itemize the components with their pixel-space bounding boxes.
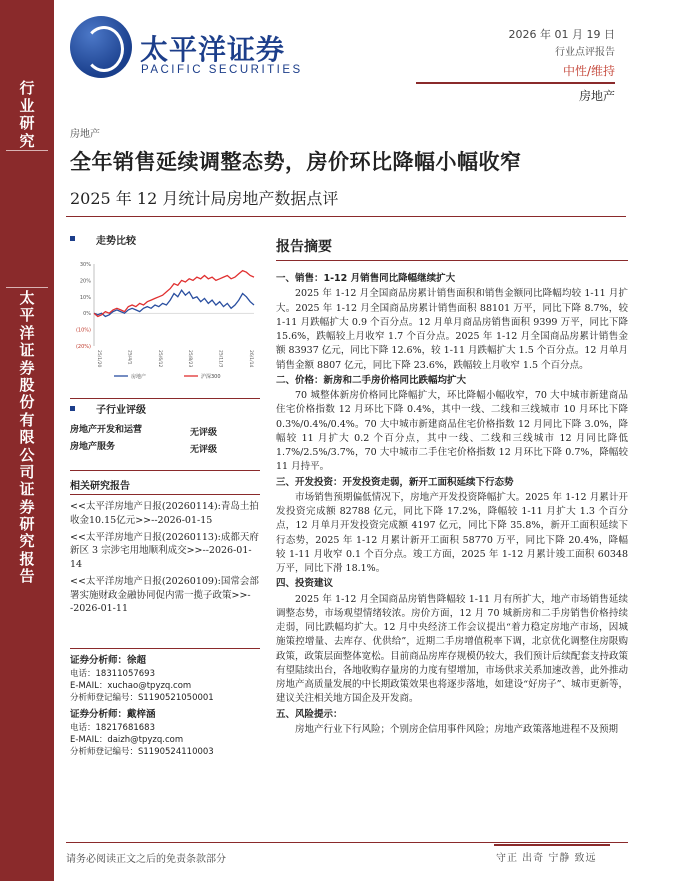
trend-heading: 走势比较 bbox=[96, 236, 136, 247]
analyst-email[interactable]: E-MAIL：daizh@tpyzq.com bbox=[70, 735, 184, 746]
sidebar-bottom-label bbox=[0, 290, 54, 586]
summary-heading: 报告摘要 bbox=[276, 239, 332, 255]
sub-industry-name: 房地产开发和运营 bbox=[70, 425, 143, 435]
page-title: 全年销售延续调整态势，房价环比降幅小幅收窄 bbox=[70, 149, 522, 174]
table-row bbox=[70, 440, 260, 457]
sidebar bbox=[0, 0, 54, 881]
summary-divider bbox=[276, 260, 628, 261]
analyst-card bbox=[70, 708, 260, 759]
table-row bbox=[70, 423, 260, 440]
section-divider bbox=[70, 470, 260, 471]
related-list bbox=[70, 500, 260, 619]
y-tick-label: 20% bbox=[79, 278, 91, 285]
brand-name-en: PACIFIC SECURITIES bbox=[141, 64, 303, 76]
breadcrumb: 房地产 bbox=[70, 129, 100, 140]
footer-disclaimer: 请务必阅读正文之后的免责条款部分 bbox=[66, 854, 226, 865]
sidebar-char: 股 bbox=[19, 375, 35, 394]
sidebar-char: 洋 bbox=[19, 323, 35, 342]
related-report-link[interactable]: <<太平洋房地产日报(20260114):青岛土拍收金10.15亿元>>--2026-01-15 bbox=[70, 501, 259, 526]
sidebar-char: 告 bbox=[19, 567, 35, 586]
section-paragraph: 2025 年 1-12 月全国商品房销售降幅较 1-11 月有所扩大，地产市场销售延续调整态势，市场观望情绪较浓。房价方面，12 月 70 城新房和二手房销售价格持续走弱，同比跌幅均扩大。12 月中央经济工作会议提出“着力稳定房地产市场，因城施策控增量、去库存、优供给”，近期二手房增值税率下调，北京优化调整住房限购政策，政策层面整体宽松。目前商品房库存规模仍较大，我们预计后续配套支持政策有望陆续出台，各地收购存量房的力度有望增加，市场供求关系加速改善，此外推动房地产高质量发展的中长期政策效果也将逐步落地，如建设“好房子”、城市更新等，建议关注相关地方国企及开发商。 bbox=[276, 593, 628, 705]
footer-divider bbox=[66, 842, 628, 843]
section-divider bbox=[70, 398, 260, 399]
section-heading: 五、风险提示： bbox=[276, 708, 343, 720]
sidebar-char: 研 bbox=[19, 114, 35, 133]
section-paragraph: 70 城整体新房价格同比降幅扩大，环比降幅小幅收窄，70 大中城市新建商品住宅价格指数 12 月环比下降 0.4%，其中一线、二线和三线城市 10 月环比下降 0.3%/0.4%/0.4%。70 大中城市新建商品住宅价格指数 12 月同比下降 3.0%，降幅较 11 月扩大 0.2 个百分点，其中一线、二线和三线城市 12 月同比降低 1.7%/2.5%/3.7%，70 大中城市二手住宅价格指数 12 月环比下降 0.7%，降幅较 11 月持平。 bbox=[276, 390, 628, 473]
sidebar-char: 报 bbox=[19, 549, 35, 568]
title-divider bbox=[66, 216, 626, 217]
analyst-name: 证券分析师：戴梓涵 bbox=[70, 709, 156, 720]
sidebar-char: 行 bbox=[19, 79, 35, 97]
ratings-heading: 子行业评级 bbox=[96, 405, 146, 416]
report-date: 2026 年 01 月 19 日 bbox=[508, 28, 615, 41]
trend-chart-svg bbox=[68, 256, 264, 388]
y-tick-label: 10% bbox=[79, 294, 91, 301]
sector-label: 房地产 bbox=[578, 89, 615, 103]
sidebar-char: 券 bbox=[19, 497, 35, 516]
section-divider bbox=[70, 494, 260, 495]
sidebar-char: 研 bbox=[19, 515, 35, 534]
rating-badge: 中性/维持 bbox=[562, 64, 615, 78]
x-tick-label: 25/11/3 bbox=[217, 350, 223, 368]
brand-name-cn: 太平洋证券 bbox=[140, 33, 286, 66]
section-divider bbox=[70, 648, 260, 649]
related-heading: 相关研究报告 bbox=[70, 481, 130, 492]
footer-slogan: 守正 出奇 宁静 致远 bbox=[496, 853, 597, 864]
section-heading: 一、销售：1-12 月销售同比降幅继续扩大 bbox=[276, 273, 456, 284]
analyst-phone: 电话：18311057693 bbox=[70, 668, 155, 679]
page-subtitle: 2025 年 12 月统计局房地产数据点评 bbox=[70, 189, 339, 208]
sub-industry-rating: 无评级 bbox=[190, 445, 218, 455]
x-tick-label: 25/6/12 bbox=[156, 350, 162, 368]
section-heading: 三、开发投资：开发投资走弱，新开工面积延续下行态势 bbox=[276, 476, 514, 488]
sidebar-top-label bbox=[0, 80, 54, 151]
section-paragraph: 2025 年 1-12 月全国商品房累计销售面积和销售金额同比降幅均较 1-11 月扩大。2025 年 1-12 月全国商品房累计销售面积 88101 万平，同比下降 8.7%，较 1-11 月跌幅扩大 0.9 个百分点。12 月单月商品房销售面积 9399 万平，同比下降 15.6%，跌幅较上月收窄 1.7 个百分点。2025 年 1-12 月全国商品房累计销售金额 83937 亿元，同比下降 12.6%，较 1-11 月跌幅扩大 1.5 个百分点。12 月单月销售金额 8807 亿元，同比下降 23.6%，跌幅较上月收窄 1.5 个百分点。 bbox=[276, 288, 628, 371]
sidebar-char: 有 bbox=[19, 410, 35, 429]
bullet-icon bbox=[70, 406, 75, 411]
sidebar-char: 平 bbox=[19, 306, 35, 325]
sidebar-char: 究 bbox=[19, 532, 35, 551]
sidebar-char: 司 bbox=[19, 462, 35, 481]
bullet-icon bbox=[70, 236, 75, 241]
analyst-name: 证券分析师：徐超 bbox=[70, 655, 147, 666]
section-heading: 二、价格：新房和二手房价格同比跌幅均扩大 bbox=[276, 374, 467, 386]
section-paragraph: 市场销售预期偏低情况下，房地产开发投资降幅扩大。2025 年 1-12 月累计开发投资完成额 82788 亿元，同比下降 17.2%，降幅较 1-11 月扩大 1.3 个百分点，12 月单月开发投资完成额 4197 亿元，同比下降 35.8%，新开工面积延续下行态势，2025 年 1-12 月累计新开工面积 58770 万平，同比下降 20.4%，降幅较 1-11 月收窄 0.1 个百分点。竣工方面，2025 年 1-12 月累计竣工面积 60348 万平，同比下滑 18.1%。 bbox=[276, 491, 628, 574]
sidebar-char: 公 bbox=[19, 445, 35, 464]
header-divider bbox=[416, 82, 615, 84]
sidebar-char: 太 bbox=[19, 289, 35, 307]
related-report-link[interactable]: <<太平洋房地产日报(20260113):成都天府新区 3 宗涉宅用地顺利成交>>--2026-01-14 bbox=[70, 531, 259, 571]
x-tick-label: 25/1/20 bbox=[96, 350, 101, 368]
analyst-license: 分析师登记编号：S1190524110003 bbox=[70, 747, 214, 758]
section-paragraph: 房地产行业下行风险；个别房企信用事件风险；房地产政策落地进程不及预期 bbox=[295, 723, 619, 735]
y-tick-label: (10%) bbox=[75, 327, 91, 334]
y-tick-label: 0% bbox=[83, 311, 91, 318]
sidebar-char: 证 bbox=[19, 480, 35, 499]
x-tick-label: 26/1/14 bbox=[248, 350, 253, 368]
sidebar-divider bbox=[6, 287, 48, 288]
related-report-link[interactable]: <<太平洋房地产日报(20260109):国常会部署实施财政金融协同促内需一揽子政策>>--2026-01-11 bbox=[70, 575, 259, 615]
trend-chart bbox=[68, 256, 264, 388]
y-tick-label: 30% bbox=[79, 262, 91, 268]
x-tick-label: 25/8/23 bbox=[187, 350, 193, 368]
sidebar-divider bbox=[6, 150, 48, 151]
sub-industry-name: 房地产服务 bbox=[70, 442, 116, 452]
sidebar-char: 限 bbox=[19, 428, 35, 447]
analyst-license: 分析师登记编号：S1190521050001 bbox=[70, 693, 214, 704]
report-type: 行业点评报告 bbox=[555, 47, 615, 58]
y-tick-label: (20%) bbox=[75, 344, 91, 350]
summary-body bbox=[276, 271, 628, 737]
sidebar-char: 券 bbox=[19, 358, 35, 377]
legend-label: 房地产 bbox=[131, 374, 147, 380]
ratings-table bbox=[70, 420, 260, 457]
sidebar-char: 证 bbox=[19, 341, 35, 360]
legend-label: 沪深300 bbox=[201, 374, 221, 380]
series-line bbox=[94, 290, 254, 316]
sidebar-char: 究 bbox=[19, 132, 35, 151]
section-heading: 四、投资建议 bbox=[276, 578, 334, 590]
logo-mark bbox=[84, 26, 124, 72]
sidebar-char: 业 bbox=[19, 96, 35, 115]
analyst-phone: 电话：18217681683 bbox=[70, 722, 155, 733]
analyst-card bbox=[70, 654, 260, 705]
sub-industry-rating: 无评级 bbox=[190, 428, 218, 438]
analyst-email[interactable]: E-MAIL：xuchao@tpyzq.com bbox=[70, 681, 192, 692]
sidebar-char: 份 bbox=[19, 393, 35, 412]
x-tick-label: 25/4/1 bbox=[126, 350, 132, 365]
